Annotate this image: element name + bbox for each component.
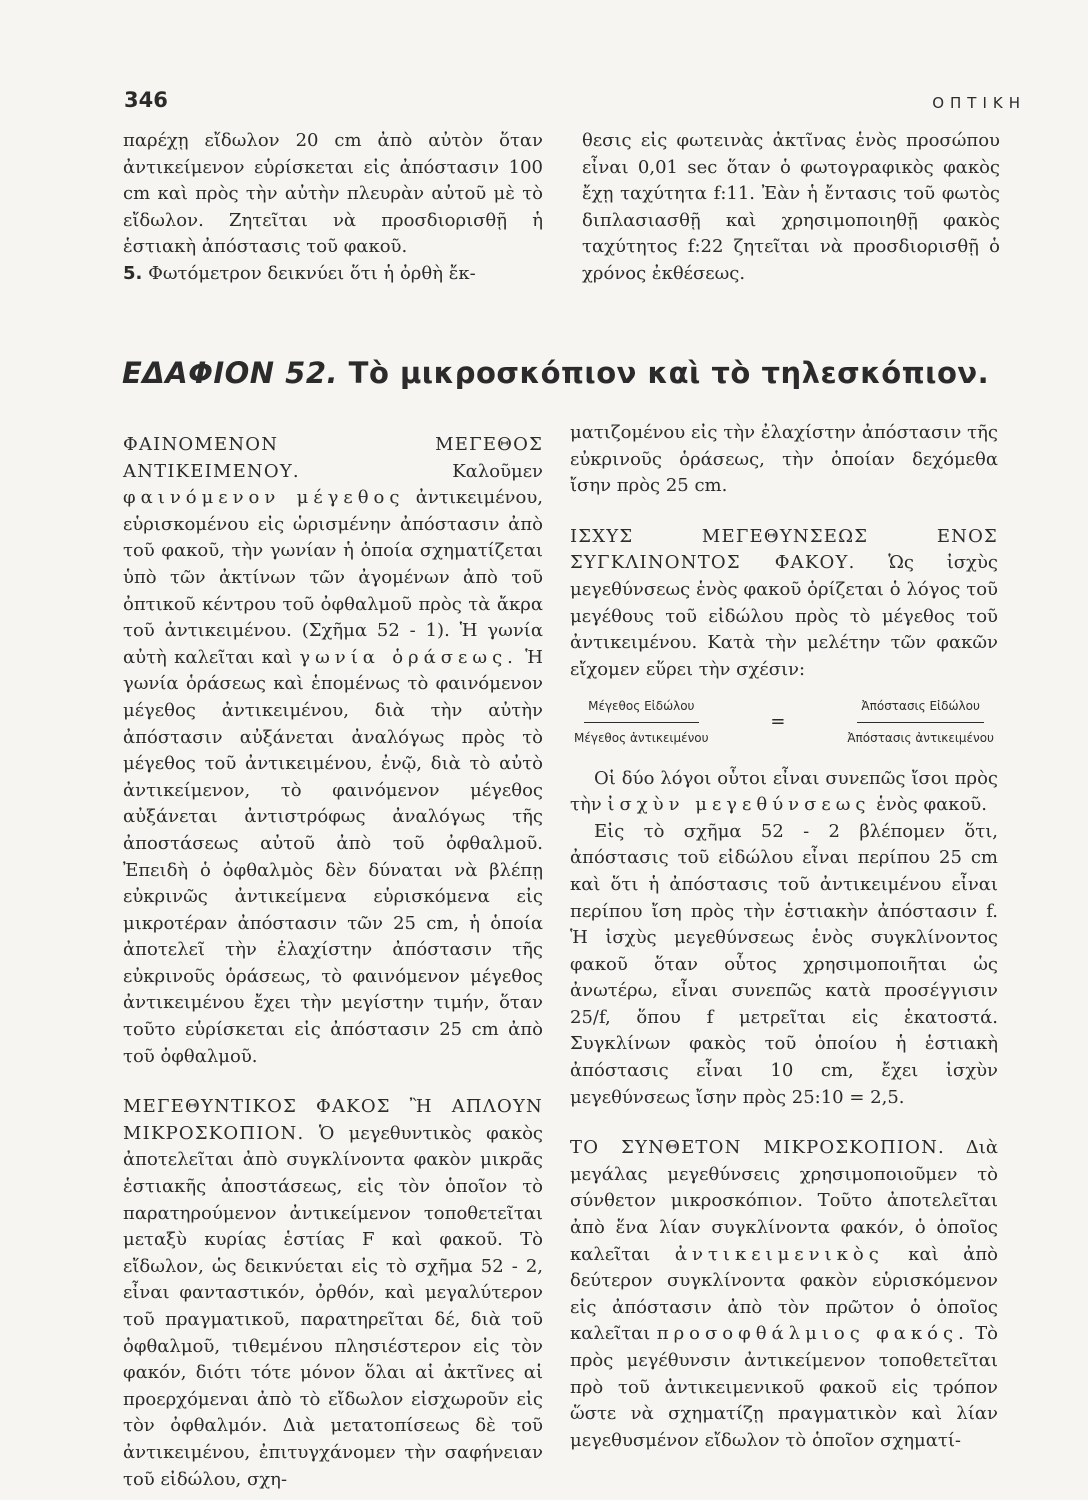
term-eyepiece: προσοφθάλμιος φακός. (656, 1323, 969, 1345)
exercise-5-text: Φωτόμετρον δεικνύει ὅτι ἡ ὀρθὴ ἔκ- (148, 262, 476, 284)
term-apparent-size: φαινόμενον μέγεθος (123, 487, 405, 509)
term-magnifying-power: ἰσχὺν μεγεθύνσεως (607, 794, 871, 816)
magnifier-heading: ΜΕΓΕΘΥΝΤΙΚΟΣ ΦΑΚΟΣ Ἢ ΑΠΛΟΥΝ ΜΙΚΡΟΣΚΟΠΙΟΝ. (123, 1096, 543, 1144)
magnifying-power-conclusion (570, 766, 998, 819)
compound-microscope-paragraph (570, 1135, 998, 1454)
compound-microscope-heading: ΤΟ ΣΥΝΘΕΤΟΝ ΜΙΚΡΟΣΚΟΠΙΟΝ. (570, 1137, 945, 1159)
magnifying-power-text: Ὡς ἰσχὺς μεγεθύνσεως ἑνὸς φακοῦ ὁρίζεται ὁ λόγος τοῦ μεγέθους τοῦ εἰδώλου πρὸς τὸ μέγεθος τοῦ ἀντικειμένου. Κατὰ τὴν μελέτην τῶν φακῶν εἴχομεν εὕρει τὴν σχέσιν: (570, 552, 998, 680)
left-column (123, 432, 543, 1493)
exercise-text-right (582, 128, 1000, 288)
exercise-5-start (123, 261, 543, 288)
term-visual-angle: γωνία ὁράσεως. (299, 646, 518, 668)
running-title: ΟΠΤΙΚΗ (932, 94, 1026, 112)
continuation-paragraph: ματιζομένου εἰς τὴν ἐλαχίστην ἀπόστασιν τῆς εὐκρινοῦς ὁράσεως, τὴν ὁποίαν δεχόμεθα ἴσην πρὸς 25 cm. (570, 422, 998, 497)
distance-ratio (843, 693, 998, 751)
compound-text-a: Διὰ μεγάλας μεγεθύνσεις χρησιμοποιοῦμεν τὸ σύνθετον μικροσκόπιον. Τοῦτο ἀποτελεῖται ἀπὸ ἕνα λίαν συγκλίνοντα φακόν, ὁ ὁποῖος καλεῖται (570, 1137, 998, 1265)
image-size-label: Μέγεθος Εἰδώλου (584, 693, 698, 723)
lesson-title: Τὸ μικροσκόπιον καὶ τὸ τηλεσκόπιον. (348, 356, 990, 390)
lesson-label: ΕΔΑΦΙΟΝ 52. (122, 356, 339, 390)
exercise-text-left (123, 128, 543, 288)
lesson-heading (122, 356, 1042, 390)
equals-sign: = (770, 711, 786, 733)
apparent-size-paragraph (123, 432, 543, 1070)
conclusion-text-a: Οἱ δύο λόγοι οὗτοι εἶναι συνεπῶς ἴσοι πρὸς τὴν (570, 767, 998, 816)
right-column (570, 420, 998, 1454)
magnifying-power-heading: ΙΣΧΥΣ ΜΕΓΕΘΥΝΣΕΩΣ ΕΝΟΣ ΣΥΓΚΛΙΝΟΝΤΟΣ ΦΑΚΟΥ. (570, 525, 998, 574)
compound-text-c: Τὸ πρὸς μεγέθυνσιν ἀντικείμενον τοποθετεῖται πρὸ τοῦ ἀντικειμενικοῦ φακοῦ εἰς τρόπον ὥστε νὰ σχηματίζῃ πραγματικὸν καὶ λίαν μεγεθυσμένον εἴδωλον τὸ ὁποῖον σχηματί- (570, 1323, 998, 1451)
image-distance-label: Ἀπόστασις Εἰδώλου (857, 693, 983, 723)
exercise-4-end: παρέχῃ εἴδωλον 20 cm ἀπὸ αὐτὸν ὅταν ἀντικείμενον εὑρίσκεται εἰς ἀπόστασιν 100 cm καὶ πρὸς τὴν αὐτὴν πλευρὰν αὐτοῦ μὲ τὸ εἴδωλον. Ζητεῖται νὰ προσδιορισθῇ ἡ ἑστιακὴ ἀπόστασις τοῦ φακοῦ. (123, 130, 543, 258)
conclusion-text-b: ἑνὸς φακοῦ. (876, 794, 987, 816)
magnifier-text: Ὁ μεγεθυντικὸς φακὸς ἀποτελεῖται ἀπὸ συγκλίνοντα φακὸν μικρᾶς ἑστιακῆς ἀποστάσεως, εἰς τὸν ὁποῖον τὸ παρατηρούμενον ἀντικείμενον τοποθετεῖται μεταξὺ κυρίας ἑστίας F καὶ φακοῦ. Τὸ εἴδωλον, ὡς δεικνύεται εἰς τὸ σχῆμα 52 - 2, εἶναι φανταστικόν, ὀρθόν, καὶ μεγαλύτερον τοῦ πραγματικοῦ, παρατηρεῖται δέ, διὰ τοῦ ὀφθαλμοῦ, τιθεμένου πλησιέστερον εἰς τὸν φακόν, διότι τότε μόνον ὅλαι αἱ ἀκτῖνες αἱ προερχόμεναι ἀπὸ τὸ εἴδωλον εἰσχωροῦν εἰς τὸν ὀφθαλμόν. Διὰ μετατοπίσεως δὲ τοῦ ἀντικειμένου, ἐπιτυγχάνομεν τὴν σαφήνειαν τοῦ εἰδώλου, σχη- (123, 1122, 543, 1490)
magnification-formula (570, 693, 998, 751)
apparent-size-text-c: Ἡ γωνία ὁράσεως καὶ ἑπομένως τὸ φαινόμενον μέγεθος ἀντικειμένου, διὰ τὴν αὐτὴν ἀπόστασιν αὐξάνεται ἀναλόγως πρὸς τὸ μέγεθος τοῦ ἀντικειμένου, ἐνῷ, διὰ τὸ αὐτὸ ἀντικείμενον, τὸ φαινόμενον μέγεθος αὐξάνεται ἀντιστρόφως ἀναλόγως τῆς ἀποστάσεως αὐτοῦ ἀπὸ τοῦ ὀφθαλμοῦ. Ἐπειδὴ ὁ ὀφθαλμὸς δὲν δύναται νὰ βλέπῃ εὐκρινῶς ἀντικείμενα εὑρισκόμενα εἰς μικροτέραν ἀπόστασιν τῶν 25 cm, ἡ ὁποία ἀποτελεῖ τὴν ἐλαχίστην ἀπόστασιν τῆς εὐκρινοῦς ὁράσεως, τὸ φαινόμενον μέγεθος ἀντικειμένου ἔχει τὴν μεγίστην τιμήν, ὅταν τοῦτο εὑρίσκεται εἰς ἀπόστασιν 25 cm ἀπὸ τοῦ ὀφθαλμοῦ. (123, 646, 543, 1067)
page-number: 346 (124, 88, 168, 112)
apparent-size-text-a: Καλοῦμεν (452, 460, 543, 482)
object-distance-label: Ἀπόστασις ἀντικειμένου (847, 730, 994, 745)
object-size-label: Μέγεθος ἀντικειμένου (574, 730, 709, 745)
term-objective: ἀντικειμενικὸς (674, 1243, 884, 1265)
exercise-number: 5. (123, 262, 143, 284)
magnification-example-paragraph: Εἰς τὸ σχῆμα 52 - 2 βλέπομεν ὅτι, ἀπόστασις τοῦ εἰδώλου εἶναι περίπου 25 cm καὶ ὅτι ἡ ἀπόστασις τοῦ ἀντικειμένου εἶναι περίπου ἴση πρὸς τὴν ἑστιακὴν ἀπόστασιν f. Ἡ ἰσχὺς μεγεθύνσεως ἑνὸς συγκλίνοντος φακοῦ ὅταν οὗτος χρησιμοποιῆται ὡς ἀνωτέρω, εἶναι συνεπῶς κατὰ προσέγγισιν 25/f, ὅπου f μετρεῖται εἰς ἑκατοστά. Συγκλίνων φακὸς τοῦ ὁποίου ἡ ἑστιακὴ ἀπόστασις εἶναι 10 cm, ἔχει ἰσχὺν μεγεθύνσεως ἴσην πρὸς 25:10 = 2,5. (570, 820, 998, 1108)
compound-text-b: καὶ ἀπὸ δεύτερον συγκλίνοντα φακὸν εὑρισκόμενον εἰς ἀπόστασιν ἀπὸ τὸν πρῶτον ὁ ὁποῖος καλεῖται (570, 1243, 998, 1345)
magnifier-paragraph (123, 1094, 543, 1493)
exercise-5-continuation: θεσις εἰς φωτεινὰς ἀκτῖνας ἑνὸς προσώπου εἶναι 0,01 sec ὅταν ὁ φωτογραφικὸς φακὸς ἔχῃ ταχύτητα f:11. Ἐὰν ἡ ἔντασις τοῦ φωτὸς διπλασιασθῇ καὶ χρησιμοποιηθῇ φακὸς ταχύτητος f:22 ζητεῖται νὰ προσδιορισθῇ ὁ χρόνος ἐκθέσεως. (582, 130, 1000, 284)
apparent-size-heading: ΦΑΙΝΟΜΕΝΟΝ ΜΕΓΕΘΟΣ ΑΝΤΙΚΕΙΜΕΝΟΥ. (123, 434, 543, 482)
magnifying-power-paragraph (570, 524, 998, 684)
size-ratio (570, 693, 713, 751)
apparent-size-text-b: ἀντικειμένου, εὑρισκομένου εἰς ὡρισμένην ἀπόστασιν ἀπὸ τοῦ φακοῦ, τὴν γωνίαν ἡ ὁποία σχηματίζεται ὑπὸ τῶν ἀκτίνων τῶν ἀγομένων ἀπὸ τοῦ ὀπτικοῦ κέντρου τοῦ ὀφθαλμοῦ πρὸς τὰ ἄκρα τοῦ ἀντικειμένου. (Σχῆμα 52 - 1). Ἡ γωνία αὐτὴ καλεῖται καὶ (123, 487, 543, 668)
